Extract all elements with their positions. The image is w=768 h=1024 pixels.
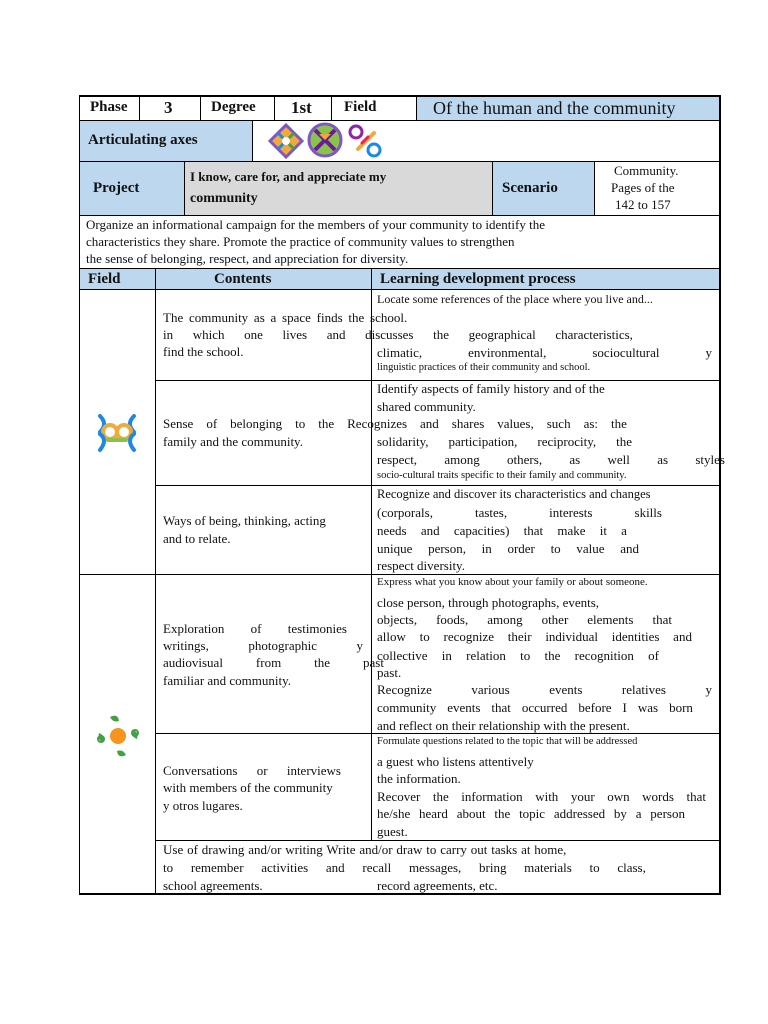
- scenario-label: Scenario: [502, 180, 558, 196]
- row2-process-l3: solidarity, participation, reciprocity, the: [377, 434, 632, 449]
- col-header-field: Field: [88, 271, 121, 287]
- row2-process-l2: shared community.: [377, 399, 476, 414]
- row5-process-l5: he/she heard about the topic addressed by a person: [377, 806, 685, 821]
- row5-process-l6: guest.: [377, 824, 408, 839]
- project-title-line1: I know, care for, and appreciate my: [190, 169, 387, 184]
- row6-l3b: record agreements, etc.: [377, 878, 498, 893]
- purpose-line3: the sense of belonging, respect, and appreciation for diversity.: [86, 251, 409, 266]
- row3-process-l4: unique person, in order to value and: [377, 541, 639, 556]
- row4-contents-l1: Exploration of testimonies: [163, 621, 347, 636]
- row4-contents-l3: audiovisual from the past: [163, 655, 384, 670]
- degree-label: Degree: [211, 99, 256, 115]
- row4-process-l1: Express what you know about your family or about someone.: [377, 576, 648, 588]
- row6-l3: school agreements.: [163, 878, 263, 893]
- row6-l1: Use of drawing and/or writing Write and/or draw to carry out tasks at home,: [163, 842, 567, 857]
- project-label: Project: [93, 180, 140, 196]
- project-title-line2: community: [190, 191, 258, 206]
- scenario-line: 142 to 157: [615, 197, 671, 212]
- human-community-field-icon: [94, 410, 140, 456]
- col-header-process: Learning development process: [380, 271, 576, 287]
- row5-process-l4: Recover the information with your own words that: [377, 789, 706, 804]
- ethics-nature-field-icon: [95, 711, 141, 761]
- row3-process-l1: Recognize and discover its characteristics and changes: [377, 487, 651, 501]
- degree-value: 1st: [291, 98, 312, 117]
- row4-process-l7: Recognize various events relatives y: [377, 682, 712, 697]
- row4-process-l6: past.: [377, 665, 402, 680]
- row1-contents-l3: find the school.: [163, 344, 244, 359]
- row5-contents-l1: Conversations or interviews: [163, 763, 341, 778]
- row5-process-l1: Formulate questions related to the topic that will be addressed: [377, 736, 638, 747]
- row5-contents-l3: y otros lugares.: [163, 798, 243, 813]
- row1-process-l2: climatic, environmental, sociocultural y: [377, 345, 712, 360]
- row3-process-l2: (corporals, tastes, interests skills: [377, 505, 662, 520]
- col-header-contents: Contents: [214, 271, 272, 287]
- inclusion-icon: [268, 123, 304, 159]
- row1-process-l3: linguistic practices of their community and school.: [377, 362, 591, 373]
- row4-process-l5: collective in relation to the recognition of: [377, 648, 659, 663]
- critical-thinking-icon: [307, 122, 343, 158]
- field-label: Field: [344, 99, 377, 115]
- scenario-line: Pages of the: [611, 180, 675, 195]
- row4-process-l9: and reflect on their relationship with the present.: [377, 718, 630, 733]
- row5-process-l2: a guest who listens attentively: [377, 754, 534, 769]
- row4-process-l3: objects, foods, among other elements that: [377, 612, 672, 627]
- row4-contents-l2: writings, photographic y: [163, 638, 363, 653]
- row1-contents-l1: The community as a space finds the school.: [163, 310, 408, 325]
- field-value: Of the human and the community: [433, 98, 676, 118]
- purpose-line1: Organize an informational campaign for the members of your community to identify the: [86, 217, 545, 232]
- scenario-line: Community.: [614, 163, 679, 178]
- row4-process-l4: allow to recognize their individual identities and: [377, 629, 692, 644]
- row2-process-l1: Identify aspects of family history and of the: [377, 381, 605, 396]
- phase-label: Phase: [90, 99, 128, 115]
- row3-process-l3: needs and capacities) that make it a: [377, 523, 627, 538]
- interculturality-icon: [346, 123, 384, 159]
- row2-process-l5: socio-cultural traits specific to their family and community.: [377, 470, 627, 481]
- row2-process-l4: respect, among others, as well as styles: [377, 452, 725, 467]
- phase-value: 3: [164, 98, 173, 117]
- row6-l2: to remember activities and recall messages, bring materials to class,: [163, 860, 646, 875]
- row1-contents-l2: in which one lives and discusses the geographical characteristics,: [163, 327, 633, 342]
- row4-process-l8: community events that occurred before I was born: [377, 700, 693, 715]
- row2-contents-l1: Sense of belonging to the Recognizes and shares values, such as: the: [163, 416, 627, 431]
- row4-process-l2: close person, through photographs, events,: [377, 595, 600, 610]
- row3-process-l5: respect diversity.: [377, 558, 465, 573]
- row5-contents-l2: with members of the community: [163, 780, 333, 795]
- row4-contents-l4: familiar and community.: [163, 673, 292, 688]
- row3-contents-l2: and to relate.: [163, 531, 231, 546]
- row1-process-l1: Locate some references of the place where you live and...: [377, 292, 653, 306]
- row2-contents-l2: family and the community.: [163, 434, 303, 449]
- row3-contents-l1: Ways of being, thinking, acting: [163, 513, 326, 528]
- purpose-line2: characteristics they share. Promote the practice of community values to strengthen: [86, 234, 515, 249]
- row5-process-l3: the information.: [377, 771, 461, 786]
- axes-label: Articulating axes: [88, 132, 198, 148]
